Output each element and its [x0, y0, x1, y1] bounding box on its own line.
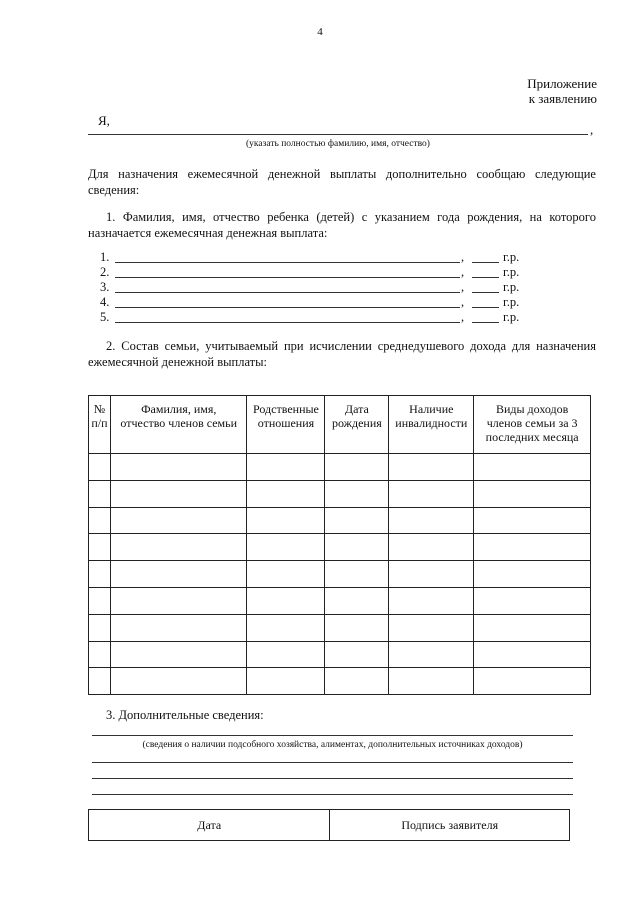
table-cell[interactable] [474, 668, 591, 695]
applicant-suffix: , [590, 122, 594, 137]
family-members-table [88, 395, 591, 695]
child-row-comma: , [461, 280, 465, 294]
child-row-number: 5. [100, 310, 110, 324]
header-disability: Наличие инвалидности [389, 396, 474, 454]
table-cell[interactable] [110, 561, 247, 588]
table-cell[interactable] [325, 561, 389, 588]
table-cell[interactable] [110, 668, 247, 695]
table-cell[interactable] [89, 454, 111, 481]
date-cell[interactable]: Дата [89, 810, 330, 841]
table-row [89, 454, 591, 481]
table-cell[interactable] [89, 534, 111, 561]
child-name-field[interactable] [115, 292, 460, 293]
appendix-line-2: к заявлению [528, 91, 597, 106]
child-row-number: 1. [100, 250, 110, 264]
child-row [100, 280, 540, 295]
child-year-field[interactable] [472, 307, 499, 308]
table-cell[interactable] [110, 507, 247, 534]
table-cell[interactable] [110, 454, 247, 481]
table-cell[interactable] [89, 561, 111, 588]
table-cell[interactable] [474, 587, 591, 614]
child-year-suffix: г.р. [503, 250, 520, 264]
page-number: 4 [317, 26, 323, 38]
table-cell[interactable] [474, 480, 591, 507]
child-name-field[interactable] [115, 307, 460, 308]
table-cell[interactable] [110, 480, 247, 507]
child-row [100, 295, 540, 310]
table-cell[interactable] [474, 641, 591, 668]
child-row-comma: , [461, 265, 465, 279]
table-cell[interactable] [110, 641, 247, 668]
table-row [89, 561, 591, 588]
appendix-line-1: Приложение [527, 76, 597, 91]
table-cell[interactable] [389, 614, 474, 641]
section2-line-1: 2. Состав семьи, учитываемый при исчислении среднедушевого дохода для назначения [106, 339, 596, 353]
table-row [89, 668, 591, 695]
additional-info-line[interactable] [92, 778, 573, 779]
table-cell[interactable] [247, 480, 325, 507]
table-cell[interactable] [325, 454, 389, 481]
section2-line-2: ежемесячной денежной выплаты: [88, 355, 267, 369]
section3-hint: (сведения о наличии подсобного хозяйства, алиментах, дополнительных источниках доходов) [142, 740, 523, 750]
table-cell[interactable] [389, 480, 474, 507]
applicant-name-field[interactable] [88, 134, 588, 135]
child-row [100, 265, 540, 280]
table-cell[interactable] [247, 587, 325, 614]
table-header-row [89, 396, 591, 454]
header-relationship: Родственные отношения [247, 396, 325, 454]
table-row [89, 641, 591, 668]
table-cell[interactable] [110, 587, 247, 614]
table-cell[interactable] [474, 454, 591, 481]
signature-cell[interactable]: Подпись заявителя [330, 810, 570, 841]
table-cell[interactable] [325, 534, 389, 561]
child-row-number: 2. [100, 265, 110, 279]
table-cell[interactable] [474, 561, 591, 588]
table-row [89, 587, 591, 614]
table-cell[interactable] [389, 454, 474, 481]
intro-line-2: сведения: [88, 183, 140, 197]
table-cell[interactable] [325, 668, 389, 695]
table-cell[interactable] [247, 507, 325, 534]
child-row-number: 3. [100, 280, 110, 294]
table-cell[interactable] [89, 614, 111, 641]
table-cell[interactable] [325, 507, 389, 534]
child-row-comma: , [461, 250, 465, 264]
child-row [100, 250, 540, 265]
table-cell[interactable] [247, 668, 325, 695]
additional-info-line[interactable] [92, 794, 573, 795]
table-cell[interactable] [110, 534, 247, 561]
additional-info-line[interactable] [92, 735, 573, 736]
intro-line-1: Для назначения ежемесячной денежной выплаты дополнительно сообщаю следующие [88, 167, 596, 181]
child-name-field[interactable] [115, 262, 460, 263]
table-cell[interactable] [474, 507, 591, 534]
table-cell[interactable] [389, 668, 474, 695]
table-cell[interactable] [247, 454, 325, 481]
child-year-field[interactable] [472, 322, 499, 323]
child-year-suffix: г.р. [503, 295, 520, 309]
table-cell[interactable] [89, 641, 111, 668]
child-year-field[interactable] [472, 277, 499, 278]
table-cell[interactable] [89, 668, 111, 695]
additional-info-line[interactable] [92, 762, 573, 763]
table-cell[interactable] [110, 614, 247, 641]
table-cell[interactable] [89, 507, 111, 534]
header-income-types: Виды доходов членов семьи за 3 последних месяца [474, 396, 591, 454]
child-row-comma: , [461, 295, 465, 309]
appendix-title [527, 76, 597, 106]
child-row [100, 310, 540, 325]
table-cell[interactable] [247, 641, 325, 668]
table-cell[interactable] [325, 480, 389, 507]
section3-title: 3. Дополнительные сведения: [106, 708, 264, 722]
table-cell[interactable] [325, 614, 389, 641]
child-year-field[interactable] [472, 292, 499, 293]
table-cell[interactable] [474, 614, 591, 641]
table-cell[interactable] [89, 480, 111, 507]
table-row [89, 480, 591, 507]
table-row [89, 534, 591, 561]
table-cell[interactable] [89, 587, 111, 614]
header-full-name: Фамилия, имя, отчество членов семьи [110, 396, 247, 454]
table-cell[interactable] [389, 507, 474, 534]
table-cell[interactable] [247, 534, 325, 561]
table-row [89, 614, 591, 641]
child-row-number: 4. [100, 295, 110, 309]
applicant-prefix: Я, [98, 113, 110, 128]
table-cell[interactable] [389, 587, 474, 614]
table-cell[interactable] [325, 587, 389, 614]
child-year-suffix: г.р. [503, 265, 520, 279]
child-name-field[interactable] [115, 322, 460, 323]
table-cell[interactable] [389, 561, 474, 588]
table-row [89, 507, 591, 534]
child-year-field[interactable] [472, 262, 499, 263]
table-cell[interactable] [247, 561, 325, 588]
signature-table [88, 809, 570, 841]
table-cell[interactable] [389, 534, 474, 561]
table-cell[interactable] [474, 534, 591, 561]
child-year-suffix: г.р. [503, 280, 520, 294]
header-birth-date: Дата рождения [325, 396, 389, 454]
table-cell[interactable] [389, 641, 474, 668]
child-year-suffix: г.р. [503, 310, 520, 324]
applicant-hint: (указать полностью фамилию, имя, отчество) [246, 139, 430, 149]
table-cell[interactable] [247, 614, 325, 641]
table-cell[interactable] [325, 641, 389, 668]
child-row-comma: , [461, 310, 465, 324]
child-name-field[interactable] [115, 277, 460, 278]
section1-line-1: 1. Фамилия, имя, отчество ребенка (детей) с указанием года рождения, на которого [106, 210, 596, 224]
header-number: № п/п [89, 396, 111, 454]
section1-line-2: назначается ежемесячная денежная выплата: [88, 226, 328, 240]
signature-row [89, 810, 570, 841]
